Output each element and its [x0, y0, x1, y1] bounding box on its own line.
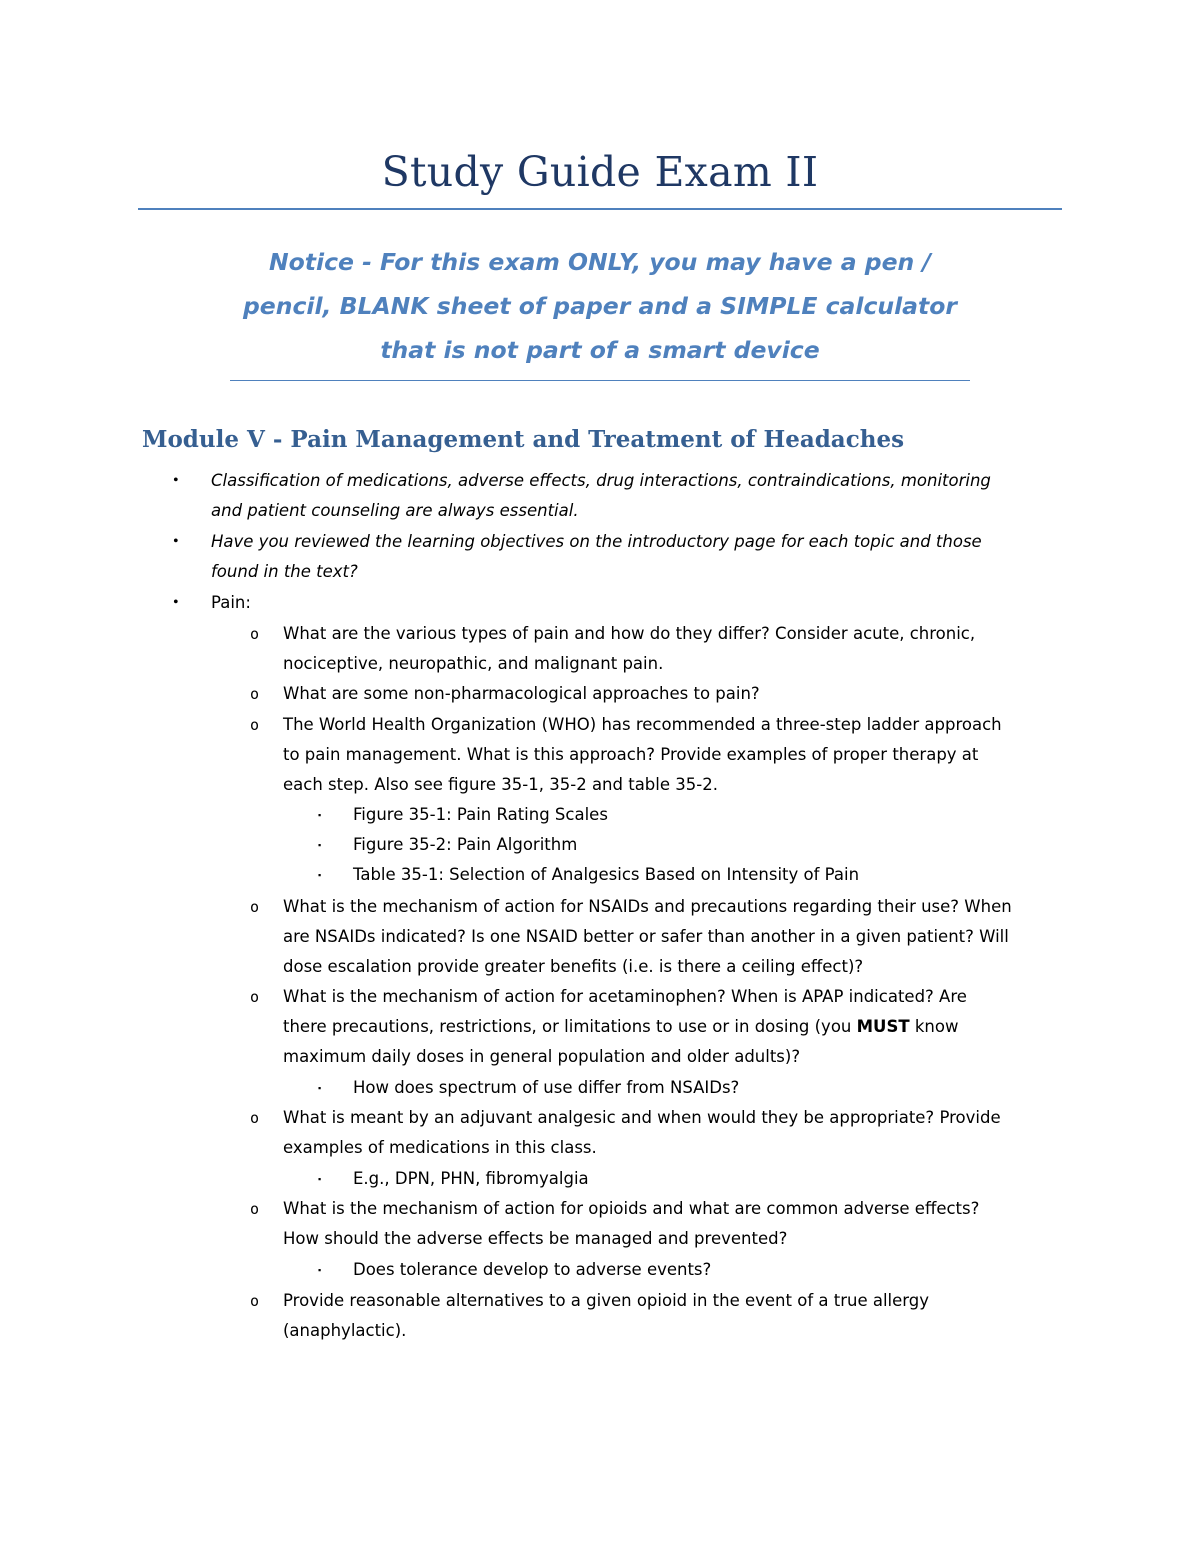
q4-line-2: are NSAIDs indicated? Is one NSAID better or safer than another in a given patient? Will [283, 927, 1009, 946]
q3-line-3: each step. Also see figure 35-1, 35-2 and table 35-2. [283, 775, 718, 794]
q7-line-1: What is the mechanism of action for opioids and what are common adverse effects? [283, 1199, 980, 1218]
module-heading: Module V - Pain Management and Treatment of Headaches [142, 426, 905, 453]
sub-bullet-circle-icon: o [250, 716, 260, 734]
sub-sub-bullet-square-icon: ▪ [318, 840, 322, 850]
q3-line-2: to pain management. What is this approach? Provide examples of proper therapy at [283, 745, 979, 764]
sub-bullet-circle-icon: o [250, 1292, 260, 1310]
notice-divider [230, 380, 970, 381]
bullet-disc-icon: • [173, 594, 179, 611]
q4-line-1: What is the mechanism of action for NSAIDs and precautions regarding their use? When [283, 897, 1012, 916]
sub-bullet-circle-icon: o [250, 898, 260, 916]
sub-sub-bullet-square-icon: ▪ [318, 1083, 322, 1093]
q5-line-2-bold: MUST [856, 1017, 910, 1036]
sub-bullet-circle-icon: o [250, 625, 260, 643]
sub-bullet-circle-icon: o [250, 988, 260, 1006]
q5-line-2-start: there precautions, restrictions, or limitations to use or in dosing (you [283, 1017, 857, 1036]
q4-line-3: dose escalation provide greater benefits (i.e. is there a ceiling effect)? [283, 957, 864, 976]
notice-line-2: pencil, BLANK sheet of paper and a SIMPLE calculator [242, 292, 958, 320]
bullet-3-pain: Pain: [211, 593, 251, 612]
q5-sub-1: How does spectrum of use differ from NSAIDs? [353, 1078, 740, 1097]
title-divider [138, 208, 1062, 210]
q1-line-1: What are the various types of pain and how do they differ? Consider acute, chronic, [283, 624, 976, 643]
q2-line-1: What are some non-pharmacological approaches to pain? [283, 684, 760, 703]
sub-sub-bullet-square-icon: ▪ [318, 1265, 322, 1275]
q3-sub-2: Figure 35-2: Pain Algorithm [353, 835, 578, 854]
q8-line-2: (anaphylactic). [283, 1321, 407, 1340]
notice-line-3: that is not part of a smart device [380, 336, 820, 364]
sub-sub-bullet-square-icon: ▪ [318, 1174, 322, 1184]
bullet-1-line-2: and patient counseling are always essential. [211, 501, 579, 520]
bullet-2-line-1: Have you reviewed the learning objectives on the introductory page for each topic and those [211, 532, 982, 551]
q7-line-2: How should the adverse effects be managed and prevented? [283, 1229, 788, 1248]
q6-sub-1: E.g., DPN, PHN, fibromyalgia [353, 1169, 589, 1188]
sub-bullet-circle-icon: o [250, 1200, 260, 1218]
q5-line-2-end: know [909, 1017, 959, 1036]
q1-line-2: nociceptive, neuropathic, and malignant pain. [283, 654, 664, 673]
sub-bullet-circle-icon: o [250, 685, 260, 703]
bullet-disc-icon: • [173, 472, 179, 489]
exam-notice [230, 240, 970, 372]
q8-line-1: Provide reasonable alternatives to a given opioid in the event of a true allergy [283, 1291, 929, 1310]
sub-sub-bullet-square-icon: ▪ [318, 810, 322, 820]
q5-line-1: What is the mechanism of action for acetaminophen? When is APAP indicated? Are [283, 987, 967, 1006]
bullet-2-line-2: found in the text? [211, 562, 358, 581]
q3-sub-1: Figure 35-1: Pain Rating Scales [353, 805, 608, 824]
q3-line-1: The World Health Organization (WHO) has recommended a three-step ladder approach [283, 715, 1002, 734]
q5-line-2 [283, 1012, 958, 1042]
bullet-disc-icon: • [173, 533, 179, 550]
sub-sub-bullet-square-icon: ▪ [318, 870, 322, 880]
q5-line-3: maximum daily doses in general population and older adults)? [283, 1047, 801, 1066]
page-title: Study Guide Exam II [381, 148, 819, 196]
q6-line-1: What is meant by an adjuvant analgesic and when would they be appropriate? Provide [283, 1108, 1001, 1127]
q6-line-2: examples of medications in this class. [283, 1138, 597, 1157]
notice-line-1: Notice - For this exam ONLY, you may have a pen / [268, 248, 932, 276]
bullet-1-line-1: Classification of medications, adverse effects, drug interactions, contraindications, monitoring [211, 471, 991, 490]
q3-sub-3: Table 35-1: Selection of Analgesics Based on Intensity of Pain [353, 865, 860, 884]
q7-sub-1: Does tolerance develop to adverse events? [353, 1260, 712, 1279]
sub-bullet-circle-icon: o [250, 1109, 260, 1127]
